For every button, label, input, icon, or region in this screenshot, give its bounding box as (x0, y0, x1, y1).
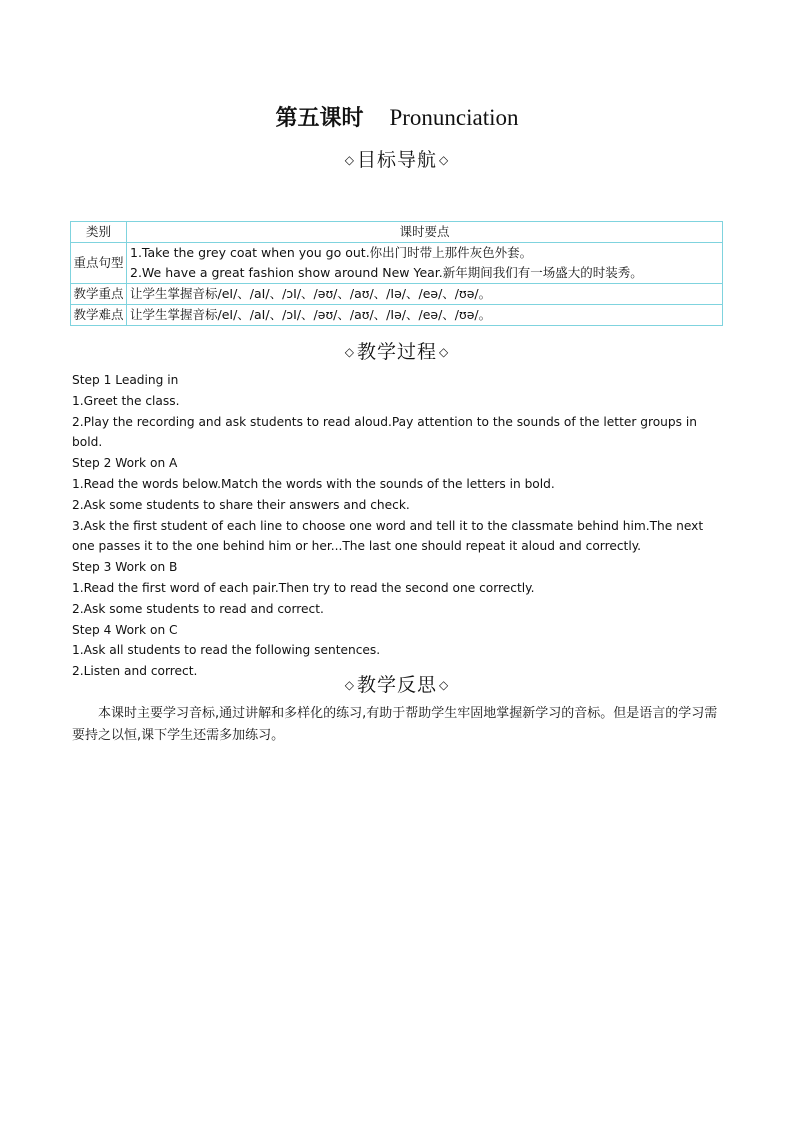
goals-heading-text: 目标导航 (356, 149, 437, 171)
table-header-row (71, 222, 723, 243)
diamond-icon: ◇ (344, 153, 355, 167)
process-heading-text: 教学过程 (356, 341, 437, 363)
table-row (71, 284, 723, 305)
table-cell-line: 1.Take the grey coat when you go out.你出门时带上那件灰色外套。 (130, 245, 533, 260)
page-title (0, 102, 794, 135)
table-header-category: 类别 (71, 222, 127, 243)
step-heading: Step 3 Work on B (72, 560, 178, 575)
process-line: 2.Listen and correct. (72, 664, 198, 679)
table-cell-points (127, 305, 723, 326)
process-line: 1.Read the first word of each pair.Then try to read the second one correctly. (72, 580, 535, 595)
table-cell-category: 教学重点 (71, 284, 127, 305)
reflection-text: 本课时主要学习音标,通过讲解和多样化的练习,有助于帮助学生牢固地掌握新学习的音标。但是语言的学习需要持之以恒,课下学生还需多加练习。 (72, 706, 718, 743)
table-row (71, 243, 723, 284)
table-cell-category: 教学难点 (71, 305, 127, 326)
table-cell-line: 让学生掌握音标/eI/、/aI/、/ɔI/、/əʊ/、/aʊ/、/Iə/、/eə/、/ʊə/。 (130, 307, 492, 322)
diamond-icon: ◇ (439, 345, 450, 359)
process-line: 1.Ask all students to read the following sentences. (72, 643, 381, 658)
diamond-icon: ◇ (344, 345, 355, 359)
process-line: 1.Read the words below.Match the words with the sounds of the letters in bold. (72, 476, 555, 491)
goals-heading (0, 147, 794, 173)
page-title-en: Pronunciation (389, 105, 519, 130)
reflection-heading-text: 教学反思 (356, 674, 437, 696)
process-line: 2.Ask some students to share their answers and check. (72, 497, 410, 512)
process-body (72, 370, 724, 682)
process-line: 2.Ask some students to read and correct. (72, 601, 324, 616)
table-row (71, 305, 723, 326)
table-cell-points (127, 284, 723, 305)
process-line: 1.Greet the class. (72, 393, 180, 408)
diamond-icon: ◇ (439, 153, 450, 167)
table-cell-line: 2.We have a great fashion show around New Year.新年期间我们有一场盛大的时装秀。 (130, 265, 643, 280)
step-heading: Step 2 Work on A (72, 456, 178, 471)
reflection-heading (0, 672, 794, 698)
table-header-points: 课时要点 (127, 222, 723, 243)
table-cell-category: 重点句型 (71, 243, 127, 284)
diamond-icon: ◇ (439, 678, 450, 692)
step-heading: Step 1 Leading in (72, 373, 179, 387)
page-title-cn: 第五课时 (275, 106, 364, 131)
process-line: 3.Ask the first student of each line to choose one word and tell it to the classmate behind him.The next one passes it to the one behind him or her...The last one should repeat it aloud and correctly. (72, 518, 704, 554)
table-cell-line: 让学生掌握音标/eI/、/aI/、/ɔI/、/əʊ/、/aʊ/、/Iə/、/eə/、/ʊə/。 (130, 286, 492, 301)
goals-table (70, 221, 723, 326)
table-cell-points (127, 243, 723, 284)
step-heading: Step 4 Work on C (72, 622, 178, 637)
diamond-icon: ◇ (344, 678, 355, 692)
process-heading (0, 339, 794, 365)
process-line: 2.Play the recording and ask students to read aloud.Pay attention to the sounds of the letter groups in bold. (72, 414, 697, 450)
